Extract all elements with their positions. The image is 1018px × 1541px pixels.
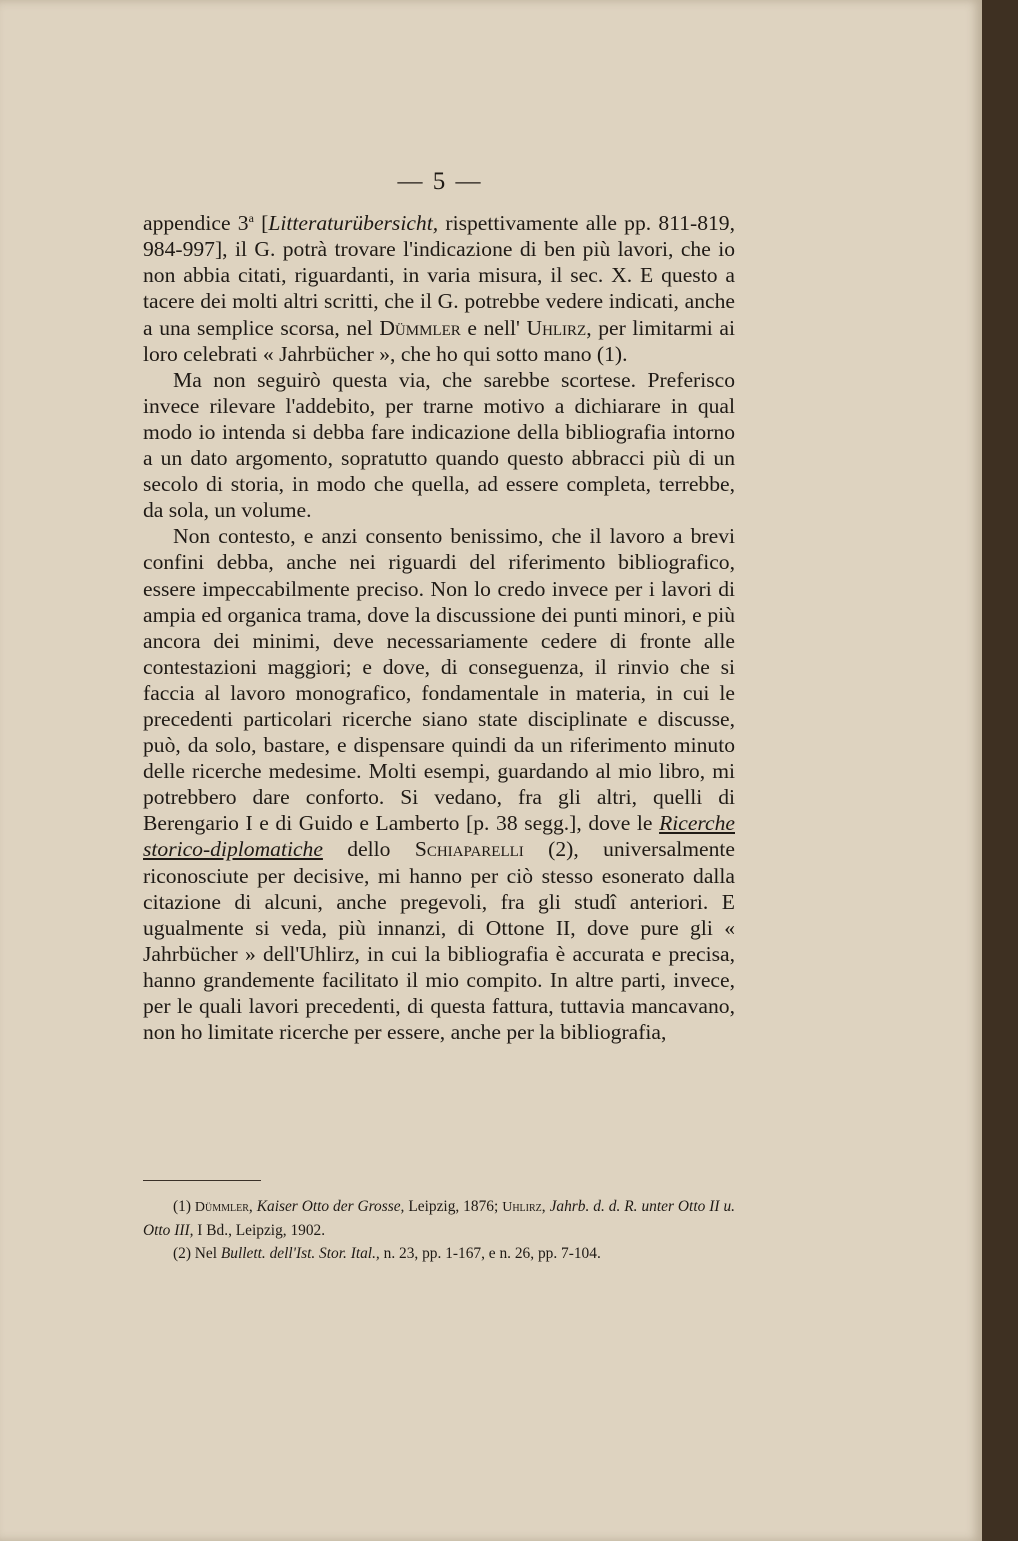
italic-title: Jahrb. d. d. R. unter Otto II u. Otto III, [143,1198,735,1239]
text-run: , per limitarmi ai loro celebrati « Jahrbücher », che ho qui sotto mano (1). [143,315,735,366]
italic-title: Litteraturübersicht, [268,211,439,236]
text-run: (1) [173,1198,195,1215]
author-name: Dümmler [379,315,461,340]
page-number: — 5 — [397,168,483,195]
superscript: a [248,211,254,225]
text-run: Non contesto, e anzi consento benissimo, che il lavoro a brevi confini debba, anche nei riguardi del riferimento bibliografico, essere impeccabilmente preciso. Non lo credo invece per i lavori di ampia ed organica trama, dove la discussione dei punti minori, e più ancora dei minimi, deve necessariamente cedere di fronte alle contestazioni maggiori; e dove, di conseguenza, il rinvio che si faccia al lavoro monografico, fondamentale in materia, in cui le precedenti particolari ricerche siano state disciplinate e discusse, può, da solo, bastare, e dispensare quindi da un riferimento minuto delle ricerche medesime. Molti esempi, guardando al mio libro, mi potrebbero dare conforto. Si vedano, fra gli altri, quelli di Berengario I e di Guido e Lamberto [p. 38 segg.], dove le [143,524,735,836]
text-run: n. 23, pp. 1-167, e n. 26, pp. 7-104. [379,1245,601,1262]
text-run: rispettivamente alle pp. 811-819, 984-997], il G. potrà trovare l'indicazione di ben più lavori, che io non abbia citati, riguardanti, in varia misura, il sec. X. E questo a tacere dei molti altri scritti, che il G. potrebbe vedere indicati, anche a una semplice scorsa, nel [143,211,735,340]
italic-title: Kaiser Otto der Grosse, [256,1198,405,1215]
text-run: , [248,1198,257,1215]
paragraph-1 [143,205,735,367]
footnotes [143,1195,735,1265]
main-text [143,205,735,1045]
scan-background [982,0,1018,1541]
footnote-1 [143,1195,735,1242]
text-run: I Bd., Leipzig, 1902. [193,1222,326,1239]
italic-title: Bullett. dell'Ist. Stor. Ital., [220,1245,380,1262]
italic-title: Ricerche storico-diplomatiche [143,811,735,862]
paragraph-2: Ma non seguirò questa via, che sarebbe scortese. Preferisco invece rilevare l'addebito, per trarne motivo a dichiarare in qual modo io intenda si debba fare indicazione della bibliografia intorno a un dato argomento, sopratutto quando questo abbracci più di un secolo di storia, in modo che quella, ad essere completa, terrebbe, da sola, un volume. [143,367,735,523]
text-run: Leipzig, 1876; [404,1198,503,1215]
text-run: e nell' [460,315,527,340]
paragraph-3 [143,523,735,1045]
text-run: (2) Nel [173,1245,221,1262]
text-run: dello [322,837,415,862]
text-run: , [541,1198,550,1215]
text-run: (2), universalmente riconosciute per decisive, mi hanno per ciò stesso esonerato dalla citazione di alcuni, anche pregevoli, fra gli studî anteriori. E ugualmente si veda, più innanzi, di Ottone II, dove pure gli « Jahrbücher » dell'Uhlirz, in cui la bibliografia è accurata e precisa, hanno grandemente facilitato il mio compito. In altre parti, invece, per le quali lavori precedenti, di questa fattura, tuttavia mancavano, non ho limitate ricerche per essere, anche per la bibliografia, [143,837,735,1045]
author-name: Uhlirz [502,1200,542,1215]
text-run: [ [253,211,269,236]
text-run: appendice 3 [143,211,249,236]
footnote-2 [143,1242,735,1265]
footnote-divider [143,1180,261,1181]
author-name: Dümmler [194,1200,249,1215]
author-name: Uhlirz [526,315,587,340]
author-name: Schiaparelli [414,837,524,862]
